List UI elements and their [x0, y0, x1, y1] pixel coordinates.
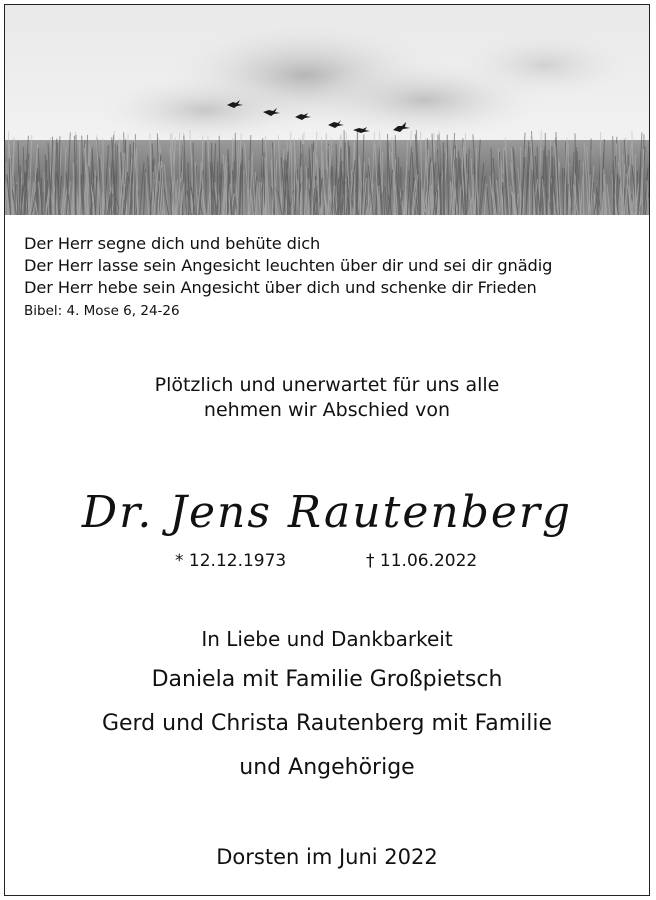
verse-line: Der Herr lasse sein Angesicht leuchten über dir und sei dir gnädig [24, 256, 553, 275]
bible-verse [24, 233, 634, 321]
mourner-line: Gerd und Christa Rautenberg mit Familie [101, 711, 553, 736]
birth-date: * 12.12.1973 [175, 551, 287, 571]
verse-line: Der Herr segne dich und behüte dich [24, 234, 321, 253]
field-with-flying-geese-icon [5, 5, 649, 215]
intro-line: Plötzlich und unerwartet für uns alle [154, 374, 500, 396]
mourner-line: und Angehörige [239, 755, 415, 780]
deceased-name: Dr. Jens Rautenberg [81, 487, 573, 538]
death-date: † 11.06.2022 [366, 551, 478, 571]
verse-line: Der Herr hebe sein Angesicht über dich und schenke dir Frieden [24, 278, 537, 297]
obituary-notice [4, 4, 650, 896]
intro-line: nehmen wir Abschied von [203, 399, 451, 421]
intro-text [5, 373, 649, 423]
mourner-line: Daniela mit Familie Großpietsch [151, 667, 503, 692]
mourners-lead: In Liebe und Dankbarkeit [201, 627, 453, 651]
mourners [5, 624, 649, 790]
place-and-date: Dorsten im Juni 2022 [216, 845, 438, 869]
verse-source: Bibel: 4. Mose 6, 24-26 [24, 303, 180, 319]
